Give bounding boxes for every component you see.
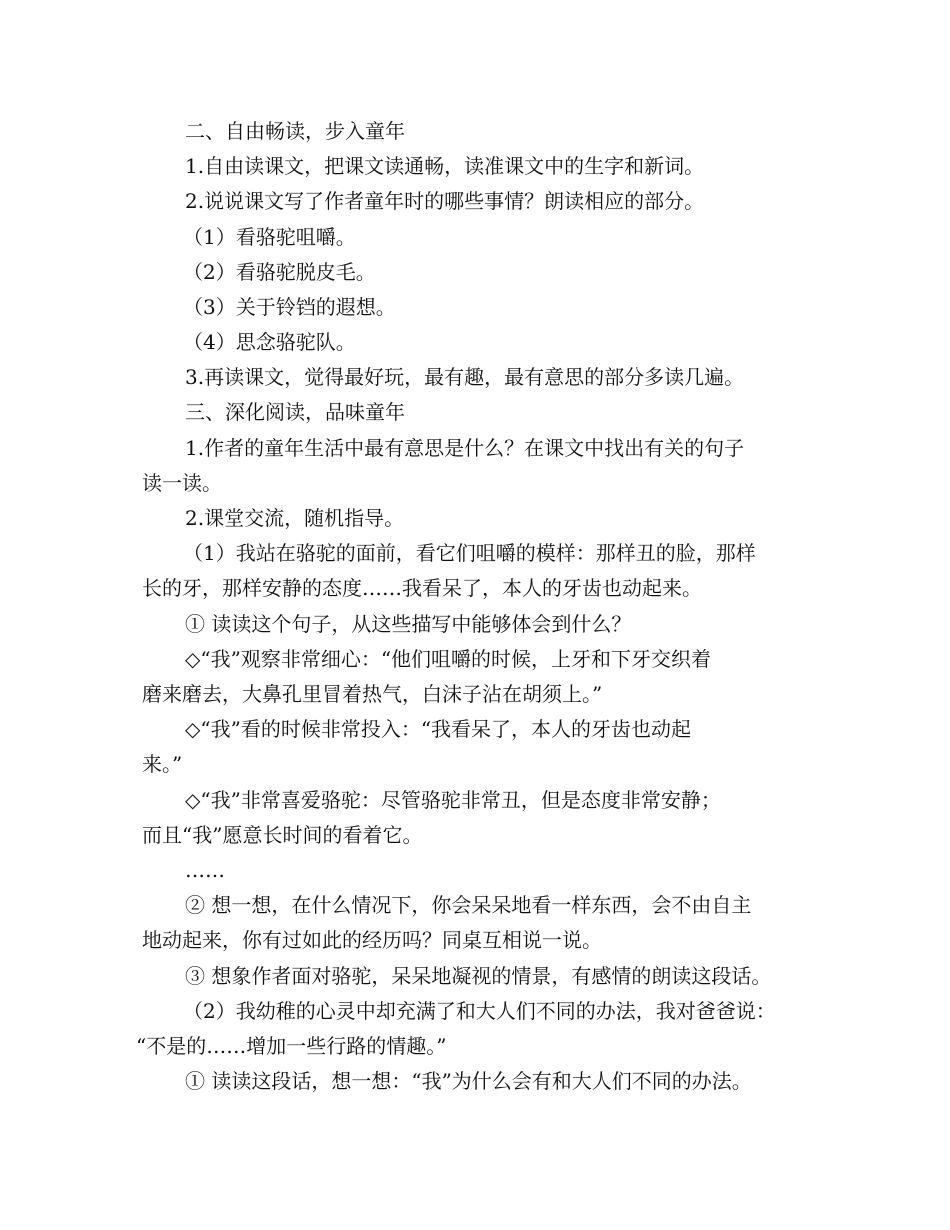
paragraph-line: 1.作者的童年生活中最有意思是什么？在课文中找出有关的句子	[185, 436, 745, 460]
paragraph-line: （2）我幼稚的心灵中却充满了和大人们不同的办法，我对爸爸说：	[183, 999, 776, 1023]
paragraph-line: （1）我站在骆驼的面前，看它们咀嚼的模样：那样丑的脸，那样	[183, 541, 756, 565]
paragraph-line: 长的牙，那样安静的态度……我看呆了，本人的牙齿也动起来。	[142, 576, 702, 600]
paragraph-line: 磨来磨去，大鼻孔里冒着热气，白沫子沾在胡须上。”	[142, 682, 603, 706]
paragraph-line: ◇“我”非常喜爱骆驼：尽管骆驼非常丑，但是态度非常安静；	[185, 788, 721, 812]
paragraph-line: ◇“我”观察非常细心：“他们咀嚼的时候，上牙和下牙交织着	[185, 647, 712, 671]
list-item-2: （2）看骆驼脱皮毛。	[183, 260, 376, 284]
paragraph-line: 2.课堂交流，随机指导。	[185, 506, 405, 530]
paragraph-line: 地动起来，你有过如此的经历吗？同桌互相说一说。	[142, 928, 602, 952]
list-item-3: （3）关于铃铛的遐想。	[183, 295, 396, 319]
ellipsis-line: ……	[185, 858, 225, 882]
paragraph-line: 而且“我”愿意长时间的看着它。	[142, 823, 423, 847]
paragraph-line: ③ 想象作者面对骆驼，呆呆地凝视的情景，有感情的朗读这段话。	[185, 964, 772, 988]
paragraph-line: 读一读。	[142, 471, 222, 495]
section-heading-free-reading: 二、自由畅读，步入童年	[185, 119, 405, 143]
paragraph-line: “不是的……增加一些行路的情趣。”	[136, 1034, 447, 1058]
paragraph-line: ① 读读这段话，想一想：“我”为什么会有和大人们不同的办法。	[185, 1069, 752, 1093]
step-2-text: 2.说说课文写了作者童年时的哪些事情？朗读相应的部分。	[185, 189, 705, 213]
paragraph-line: 来。”	[142, 752, 183, 776]
list-item-1: （1）看骆驼咀嚼。	[183, 225, 356, 249]
step-3-text: 3.再读课文，觉得最好玩，最有趣，最有意思的部分多读几遍。	[185, 365, 745, 389]
paragraph-line: ② 想一想，在什么情况下，你会呆呆地看一样东西，会不由自主	[185, 893, 752, 917]
step-1-text: 1.自由读课文，把课文读通畅，读准课文中的生字和新词。	[185, 154, 705, 178]
list-item-4: （4）思念骆驼队。	[183, 330, 356, 354]
paragraph-line: ① 读读这个句子，从这些描写中能够体会到什么？	[185, 612, 632, 636]
paragraph-line: ◇“我”看的时候非常投入：“我看呆了，本人的牙齿也动起	[185, 717, 692, 741]
section-heading-deep-reading: 三、深化阅读，品味童年	[185, 400, 405, 424]
